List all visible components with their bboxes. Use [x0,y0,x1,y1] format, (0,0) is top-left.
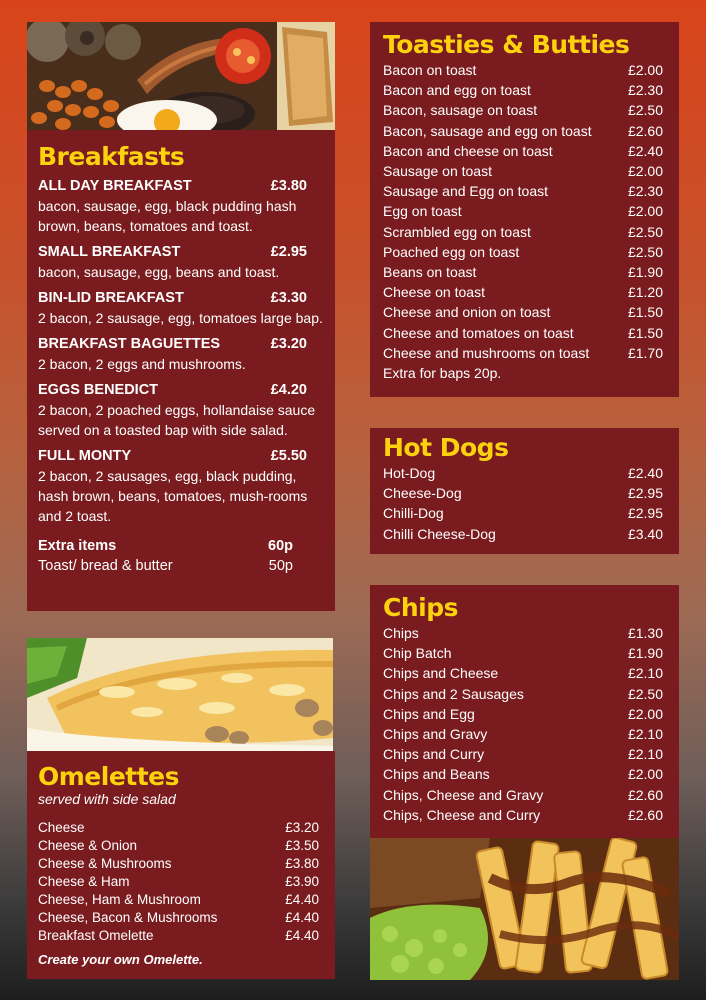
item-name: Chilli-Dog [383,505,444,522]
menu-item [383,100,663,120]
item-name: Cheese, Ham & Mushroom [38,892,201,907]
menu-item [38,380,323,440]
item-price: £1.90 [627,264,663,281]
menu-item [383,805,663,825]
item-name: Bacon, sausage and egg on toast [383,122,592,139]
item-name: Chips and Beans [383,766,490,783]
item-description: bacon, sausage, egg, beans and toast. [38,264,280,280]
item-description: 2 bacon, 2 eggs and mushrooms. [38,356,246,372]
item-price: £1.50 [627,324,663,341]
omelettes-footer: Create your own Omelette. [38,952,203,967]
item-price: £2.95 [627,505,663,522]
item-name: Chips [383,625,419,641]
item-price: £2.95 [270,244,307,260]
omelettes-title: Omelettes [38,762,180,791]
item-name: Bacon on toast [383,62,477,78]
item-price: £4.40 [285,892,319,907]
item-price: £2.30 [627,82,663,99]
menu-item [38,837,319,855]
menu-item [383,282,663,302]
menu-item [383,80,663,100]
hotdogs-section [370,428,679,554]
menu-item [383,643,663,663]
omelette-photo [27,638,333,751]
item-name: Beans on toast [383,264,477,281]
extras-list [38,536,323,576]
menu-item [383,121,663,141]
item-name: Cheese and tomatoes on toast [383,324,574,341]
extras-row [38,556,323,576]
item-price: £3.50 [285,838,319,853]
extras-name: Toast/ bread & butter [38,558,173,574]
item-price: £2.50 [627,685,663,702]
menu-item [383,323,663,343]
extras-row [38,536,323,556]
item-name: Chips and Egg [383,705,475,722]
item-name: Chips, Cheese and Curry [383,806,541,823]
item-price: £2.00 [627,705,663,722]
item-price: £4.40 [285,910,319,925]
menu-item [383,663,663,683]
toasties-section [370,22,679,397]
item-price: £2.50 [627,243,663,260]
item-name: Cheese & Onion [38,838,138,853]
item-price: £2.10 [627,726,663,743]
menu-item [383,785,663,805]
menu-item [383,524,663,544]
item-name: FULL MONTY [38,448,132,464]
extras-price: 50p [268,558,293,574]
item-name: Chips, Cheese and Gravy [383,786,544,803]
item-price: £3.80 [285,856,319,871]
menu-item [383,141,663,161]
item-price: £3.30 [270,290,307,306]
item-name: Poached egg on toast [383,243,520,260]
menu-item [38,927,319,945]
menu-item [383,60,663,80]
item-price: £3.40 [627,525,663,542]
item-name: Cheese & Mushrooms [38,856,172,871]
omelettes-section [27,751,335,979]
omelettes-subtitle: served with side salad [38,791,176,807]
breakfasts-section [27,130,335,611]
menu-item [383,201,663,221]
item-price: £3.80 [270,178,307,194]
item-name: EGGS BENEDICT [38,382,159,398]
item-price: £3.90 [285,874,319,889]
menu-item [383,684,663,704]
item-name: Cheese-Dog [383,485,462,502]
item-price: £4.20 [270,382,307,398]
breakfasts-title: Breakfasts [38,142,185,171]
item-price: £5.50 [270,448,307,464]
extras-name: Extra items [38,538,117,554]
item-name: Breakfast Omelette [38,928,154,943]
chips-photo [370,838,679,980]
item-price: £1.90 [627,645,663,662]
toasties-note: Extra for baps 20p. [383,365,502,382]
menu-item [383,222,663,242]
item-name: Chips and 2 Sausages [383,685,524,702]
menu-item [383,483,663,503]
menu-item [38,176,323,236]
item-name: Cheese and mushrooms on toast [383,344,590,361]
menu-item [383,181,663,201]
item-price: £3.20 [270,336,307,352]
item-price: £2.00 [627,766,663,783]
item-name: Sausage and Egg on toast [383,183,549,200]
item-description: 2 bacon, 2 poached eggs, hollandaise sauce served on a toasted bap with side salad. [38,402,316,438]
item-price: £2.50 [627,102,663,119]
item-description: 2 bacon, 2 sausages, egg, black pudding, hash brown, beans, tomatoes, mush-rooms and 2 toast. [38,468,308,524]
menu-item [383,623,663,643]
item-name: Cheese and onion on toast [383,304,551,321]
item-name: Chips and Cheese [383,665,499,682]
menu-item [38,891,319,909]
item-price: £2.10 [627,665,663,682]
item-price: £4.40 [285,928,319,943]
item-price: £2.40 [627,142,663,159]
item-name: Egg on toast [383,203,462,220]
menu-item [38,288,323,328]
menu-item [383,302,663,322]
menu-item [383,242,663,262]
item-name: BREAKFAST BAGUETTES [38,336,221,352]
menu-item [38,909,319,927]
menu-item [383,744,663,764]
menu-item [383,262,663,282]
item-name: Cheese & Ham [38,874,130,889]
chips-title: Chips [383,593,458,622]
item-name: Cheese on toast [383,284,485,301]
item-price: £2.00 [627,163,663,180]
breakfast-photo [27,22,335,130]
menu-item [383,704,663,724]
item-price: £2.60 [627,786,663,803]
item-price: £2.50 [627,223,663,240]
item-name: Cheese [38,820,85,835]
menu-item [38,855,319,873]
toasties-title: Toasties & Butties [383,30,630,59]
item-price: £2.00 [627,203,663,220]
menu-item [38,334,323,374]
item-price: £3.20 [285,820,319,835]
item-name: Chips and Curry [383,746,485,763]
item-price: £1.50 [627,304,663,321]
menu-item [383,503,663,523]
menu-item [38,446,323,526]
item-price: £2.40 [627,465,663,481]
menu-item [383,724,663,744]
item-name: Sausage on toast [383,163,492,180]
item-price: £2.00 [627,62,663,78]
item-name: Hot-Dog [383,465,436,481]
item-price: £2.30 [627,183,663,200]
item-price: £2.60 [627,122,663,139]
item-price: £2.95 [627,485,663,502]
menu-item [38,242,323,282]
item-price: £2.60 [627,806,663,823]
menu-item [383,161,663,181]
item-name: Chip Batch [383,645,452,662]
item-price: £1.20 [627,284,663,301]
item-name: Bacon and egg on toast [383,82,531,99]
item-name: Chips and Gravy [383,726,488,743]
item-name: ALL DAY BREAKFAST [38,178,192,194]
item-price: £1.70 [627,344,663,361]
menu-item [38,873,319,891]
hotdogs-title: Hot Dogs [383,433,509,462]
item-name: Scrambled egg on toast [383,223,531,240]
extras-price: 60p [268,538,293,554]
item-name: BIN-LID BREAKFAST [38,290,184,306]
menu-item [383,463,663,483]
item-name: SMALL BREAKFAST [38,244,181,260]
item-name: Cheese, Bacon & Mushrooms [38,910,218,925]
item-description: bacon, sausage, egg, black pudding hash brown, beans, tomatoes and toast. [38,198,297,234]
item-price: £2.10 [627,746,663,763]
menu-item [38,819,319,837]
chips-section [370,585,679,838]
menu-item [383,764,663,784]
item-name: Chilli Cheese-Dog [383,525,496,542]
item-description: 2 bacon, 2 sausage, egg, tomatoes large bap. [38,310,323,326]
item-name: Bacon, sausage on toast [383,102,538,119]
item-price: £1.30 [627,625,663,641]
menu-item [383,343,663,363]
item-name: Bacon and cheese on toast [383,142,553,159]
